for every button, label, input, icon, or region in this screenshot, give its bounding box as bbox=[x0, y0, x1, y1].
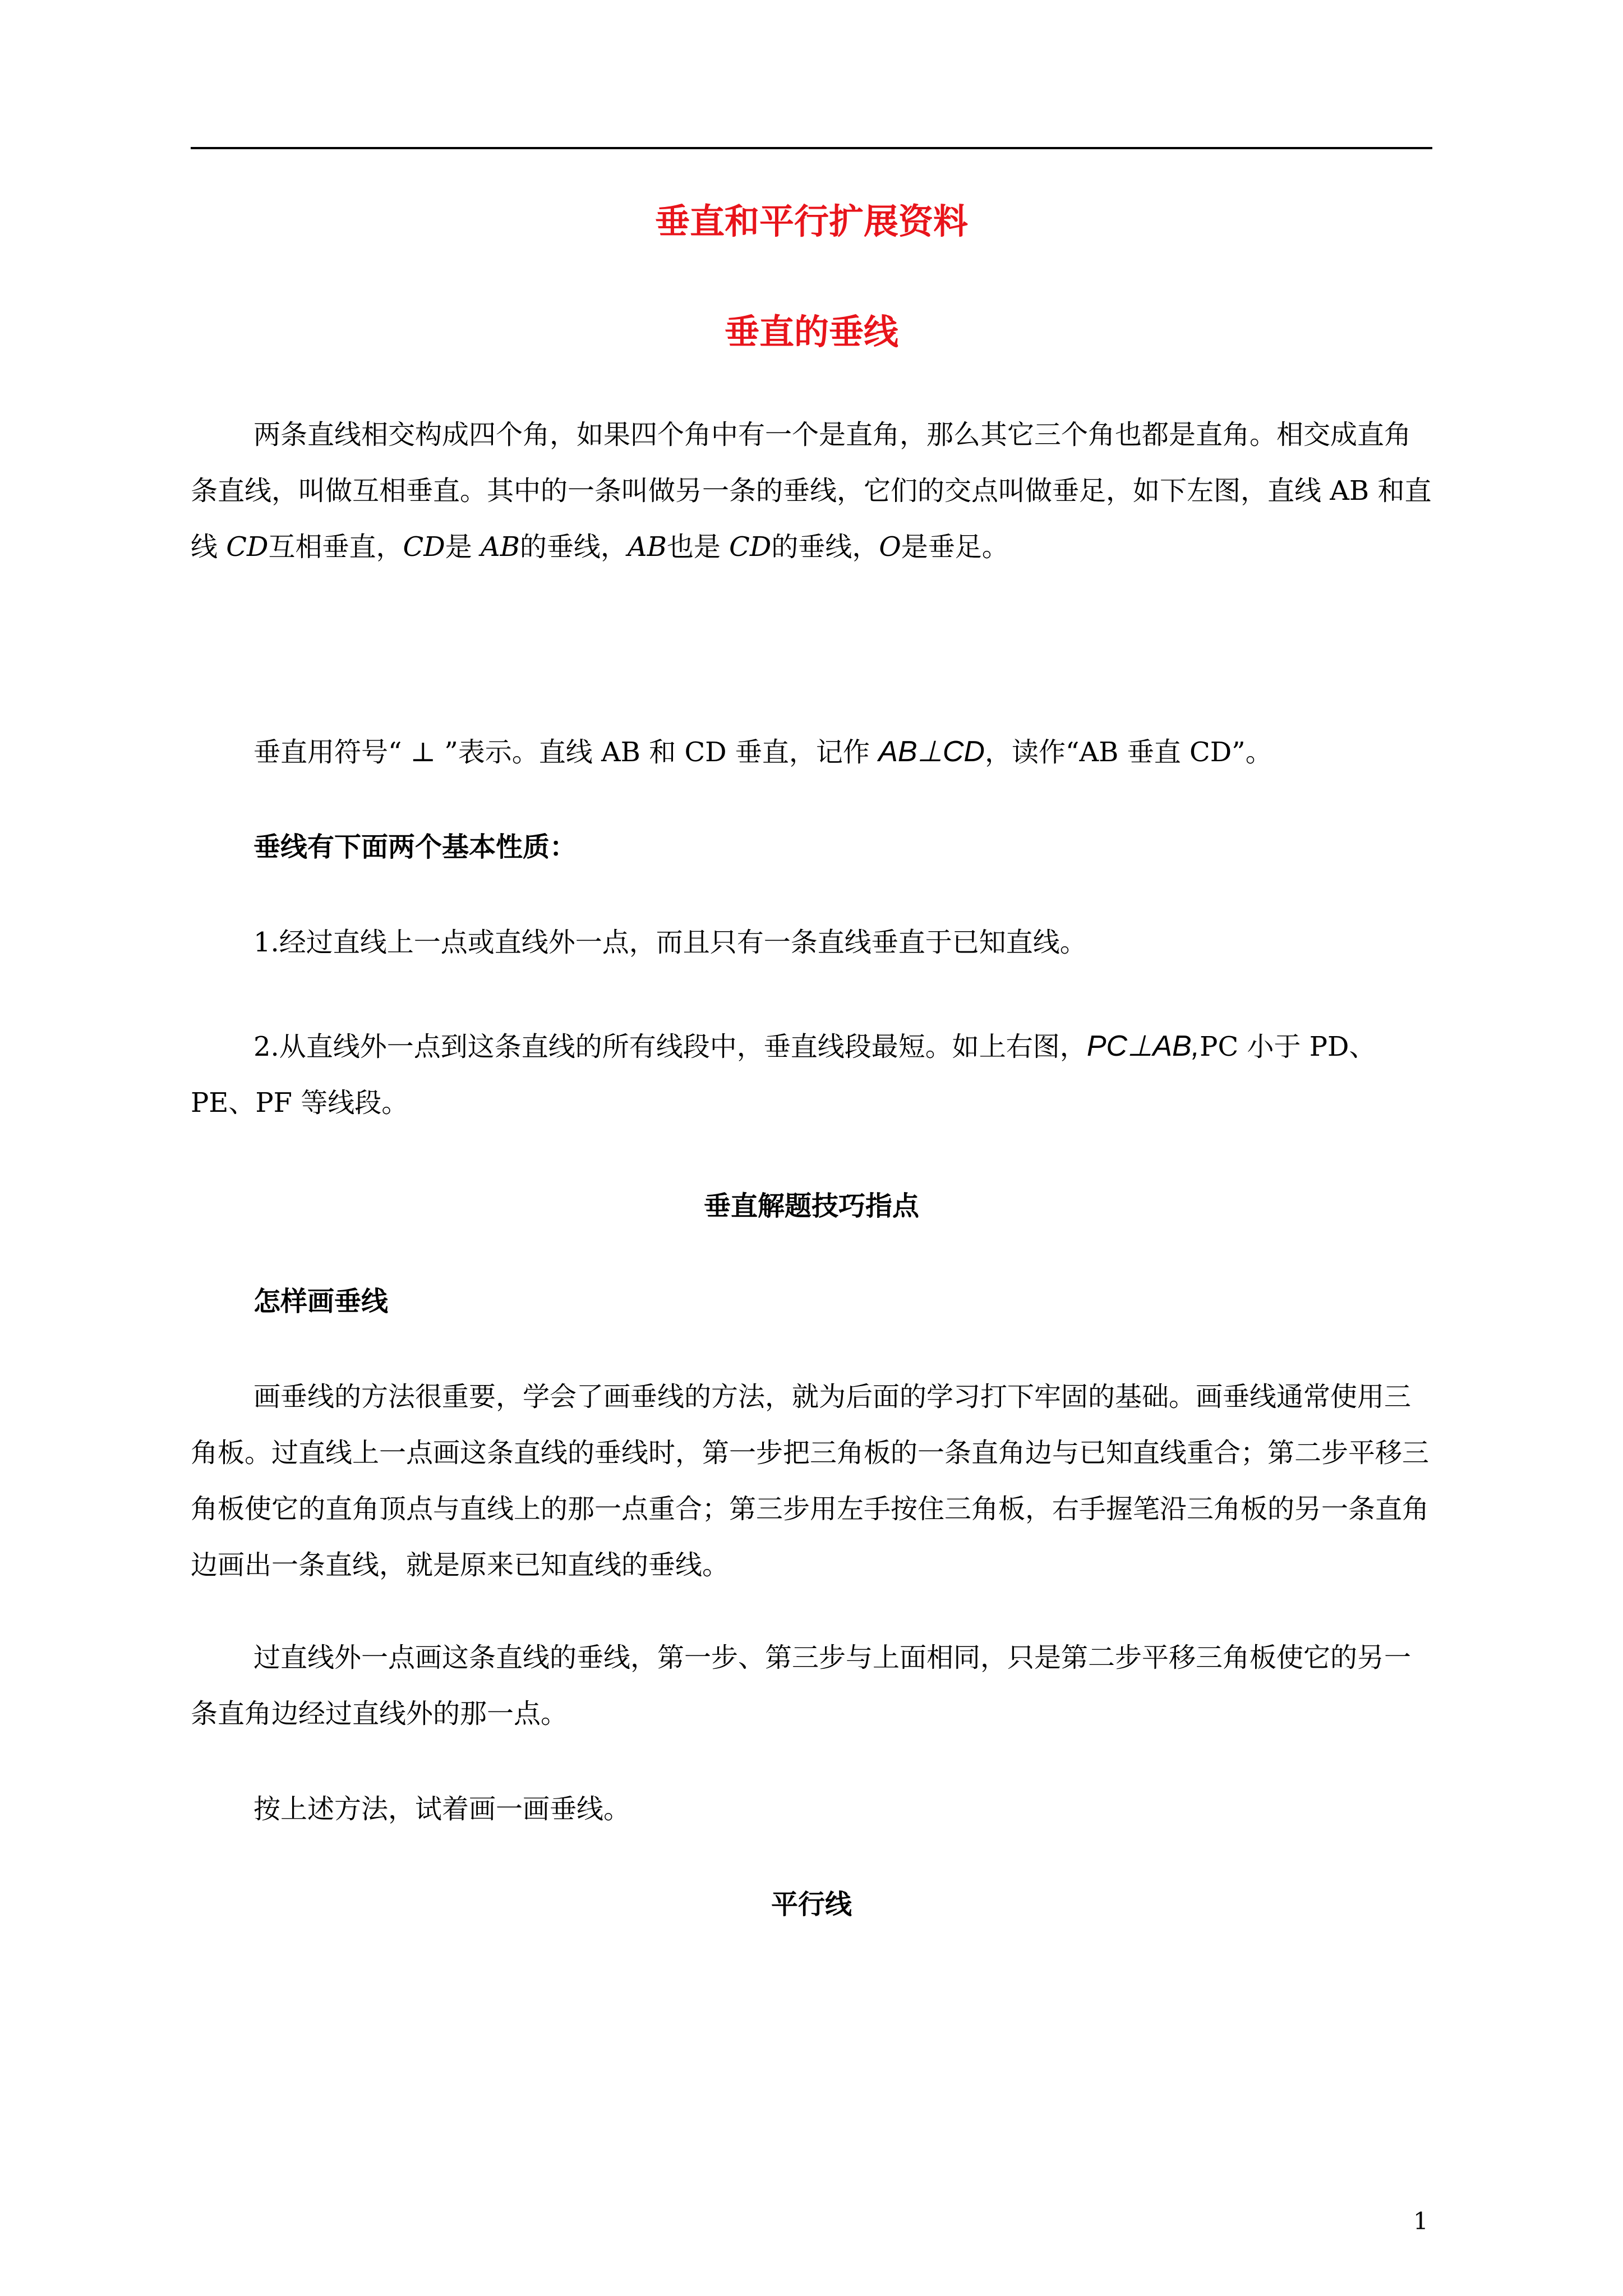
symbol-paragraph bbox=[191, 724, 1432, 780]
properties-heading: 垂线有下面两个基本性质： bbox=[253, 831, 577, 863]
intro-text-4: 的垂线， bbox=[519, 531, 628, 563]
section-title: 垂直的垂线 bbox=[724, 311, 898, 352]
property-2-text-1: 2.从直线外一点到这条直线的所有线段中，垂直线段最短。如上右图， bbox=[253, 1031, 1087, 1062]
document-title: 垂直和平行扩展资料 bbox=[654, 201, 968, 242]
page-number: 1 bbox=[1413, 2207, 1428, 2235]
intro-cd-1: CD bbox=[226, 531, 269, 563]
ab-perp-cd-formula: AB⊥CD bbox=[878, 735, 985, 768]
pc-perp-ab-formula: PC⊥AB, bbox=[1086, 1030, 1200, 1062]
intro-text-3: 是 bbox=[445, 531, 481, 563]
intro-cd-2: CD bbox=[403, 531, 445, 563]
intro-text-6: 的垂线， bbox=[771, 531, 879, 563]
intro-o: O bbox=[879, 531, 901, 563]
property-2-text-2: PC 小于 PD、PE、PF 等线段。 bbox=[191, 1031, 1376, 1119]
intro-ab-1: AB bbox=[480, 531, 520, 563]
intro-text-2: 互相垂直， bbox=[268, 531, 403, 563]
intro-cd-3: CD bbox=[729, 531, 772, 563]
howto-paragraph-3: 按上述方法，试着画一画垂线。 bbox=[253, 1793, 631, 1825]
property-2 bbox=[191, 1018, 1432, 1131]
symbol-text-2: ，读作“AB 垂直 CD”。 bbox=[984, 737, 1272, 768]
howto-paragraph-1: 画垂线的方法很重要，学会了画垂线的方法，就为后面的学习打下牢固的基础。画垂线通常使用三角板。过直线上一点画这条直线的垂线时，第一步把三角板的一条直角边与已知直线重合；第二步平移三角板使它的直角顶点与直线上的那一点重合；第三步用左手按住三角板，右手握笔沿三角板的另一条直角边画出一条直线，就是原来已知直线的垂线。 bbox=[191, 1381, 1430, 1581]
parallel-heading: 平行线 bbox=[771, 1889, 852, 1920]
howto-paragraph-2: 过直线外一点画这条直线的垂线，第一步、第三步与上面相同，只是第二步平移三角板使它的另一条直角边经过直线外的那一点。 bbox=[191, 1642, 1412, 1729]
tips-heading: 垂直解题技巧指点 bbox=[703, 1190, 919, 1222]
intro-text-1: 两条直线相交构成四个角，如果四个角中有一个是直角，那么其它三个角也都是直角。相交成直角条直线，叫做互相垂直。其中的一条叫做另一条的垂线，它们的交点叫做垂足，如下左图，直线 AB 和直线 bbox=[191, 419, 1432, 563]
intro-text-5: 也是 bbox=[666, 531, 730, 563]
intro-paragraph bbox=[191, 407, 1432, 575]
intro-text-7: 是垂足。 bbox=[901, 531, 1009, 563]
howto-heading: 怎样画垂线 bbox=[253, 1286, 389, 1317]
header-rule bbox=[191, 147, 1432, 149]
symbol-text-1: 垂直用符号“ ⊥ ”表示。直线 AB 和 CD 垂直，记作 bbox=[253, 737, 879, 768]
intro-ab-2: AB bbox=[627, 531, 667, 563]
property-1: 1.经过直线上一点或直线外一点，而且只有一条直线垂直于已知直线。 bbox=[253, 927, 1087, 958]
